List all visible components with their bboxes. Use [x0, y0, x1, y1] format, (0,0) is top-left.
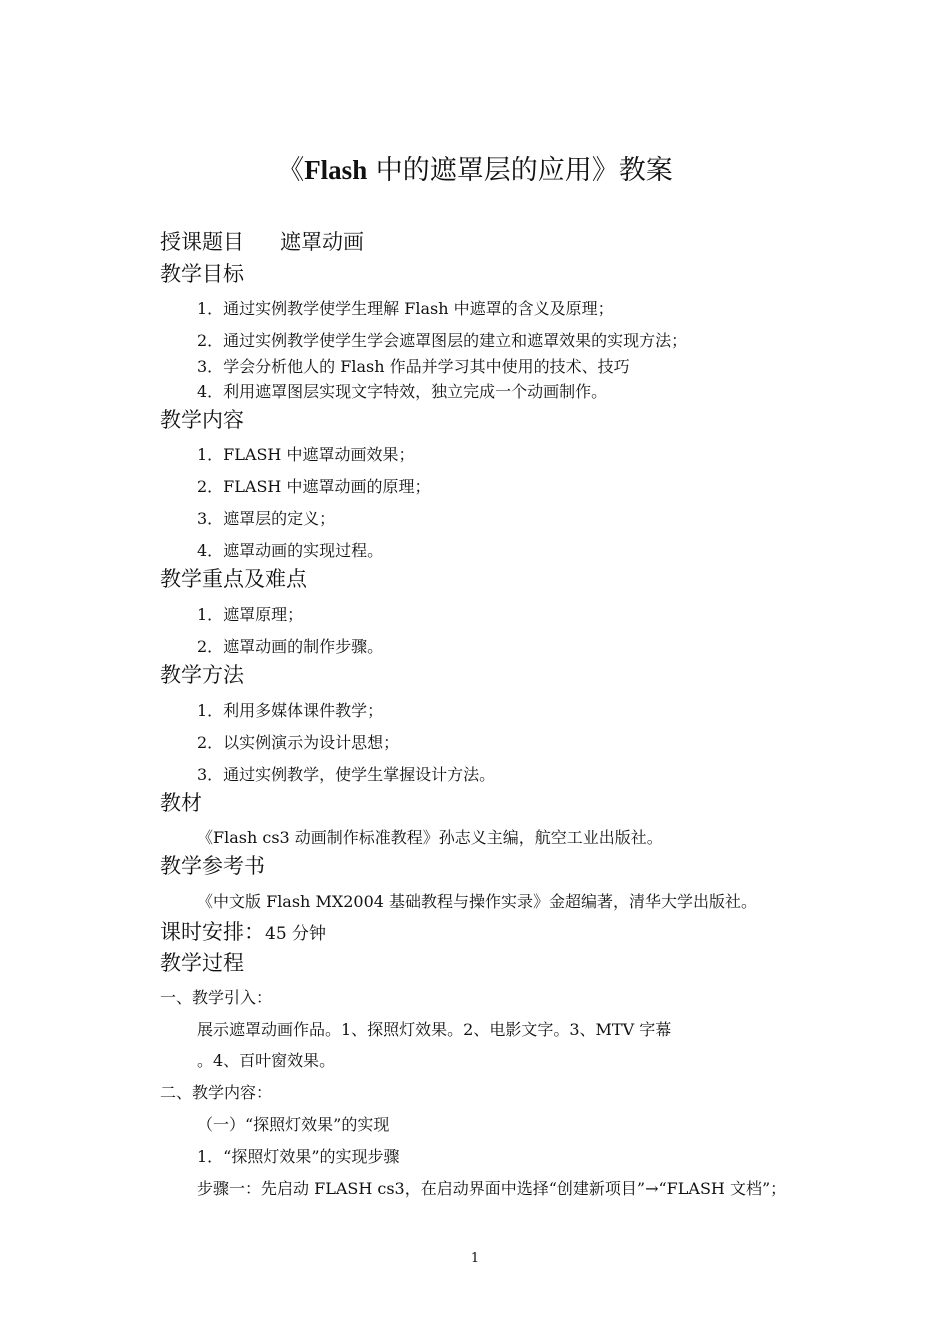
intro-label: 一、教学引入：	[160, 988, 273, 1007]
topic-label: 授课题目	[160, 230, 244, 254]
content-item: 3．遮罩层的定义；	[197, 509, 336, 528]
subsection-title: （一）“探照灯效果”的实现	[197, 1115, 390, 1134]
content-item: 4．遮罩动画的实现过程。	[197, 541, 384, 560]
schedule-value: 45 分钟	[265, 924, 327, 944]
step-title: 1．“探照灯效果”的实现步骤	[197, 1147, 400, 1166]
objective-item: 4．利用遮罩图层实现文字特效，独立完成一个动画制作。	[197, 382, 608, 401]
textbook-heading: 教材	[160, 791, 202, 815]
methods-heading: 教学方法	[160, 663, 244, 687]
content-item: 2．FLASH 中遮罩动画的原理；	[197, 477, 431, 496]
schedule-label: 课时安排：	[160, 920, 265, 944]
process-heading: 教学过程	[160, 951, 244, 975]
title-rest: 中的遮罩层的应用》教案	[367, 155, 673, 186]
objective-item: 2．通过实例教学使学生学会遮罩图层的建立和遮罩效果的实现方法；	[197, 331, 688, 350]
objective-item: 1．通过实例教学使学生理解 Flash 中遮罩的含义及原理；	[197, 299, 614, 318]
keypoints-heading: 教学重点及难点	[160, 567, 307, 591]
method-item: 3．通过实例教学，使学生掌握设计方法。	[197, 765, 496, 784]
keypoint-item: 1．遮罩原理；	[197, 605, 304, 624]
textbook-text: 《Flash cs3 动画制作标准教程》孙志义主编，航空工业出版社。	[197, 828, 663, 847]
content-heading: 教学内容	[160, 408, 244, 432]
page-number: 1	[470, 1251, 480, 1266]
schedule-line	[160, 918, 326, 948]
intro-line: 。4、百叶窗效果。	[197, 1051, 336, 1070]
objectives-heading: 教学目标	[160, 262, 244, 286]
reference-text: 《中文版 Flash MX2004 基础教程与操作实录》金超编著，清华大学出版社。	[197, 892, 758, 911]
keypoint-item: 2．遮罩动画的制作步骤。	[197, 637, 384, 656]
method-item: 1．利用多媒体课件教学；	[197, 701, 384, 720]
content-label: 二、教学内容：	[160, 1083, 273, 1102]
step-one: 步骤一：先启动 FLASH cs3，在启动界面中选择“创建新项目”→“FLASH 文档”；	[197, 1179, 787, 1198]
reference-heading: 教学参考书	[160, 854, 265, 878]
intro-line: 展示遮罩动画作品。1、探照灯效果。2、电影文字。3、MTV 字幕	[197, 1020, 672, 1039]
title-bold-word: Flash	[304, 155, 368, 185]
topic-line	[160, 228, 364, 256]
method-item: 2．以实例演示为设计思想；	[197, 733, 400, 752]
objective-item: 3．学会分析他人的 Flash 作品并学习其中使用的技术、技巧	[197, 357, 630, 376]
topic-value: 遮罩动画	[280, 230, 364, 254]
document-title	[0, 152, 950, 189]
content-item: 1．FLASH 中遮罩动画效果；	[197, 445, 415, 464]
title-open-bracket: 《	[277, 155, 305, 186]
